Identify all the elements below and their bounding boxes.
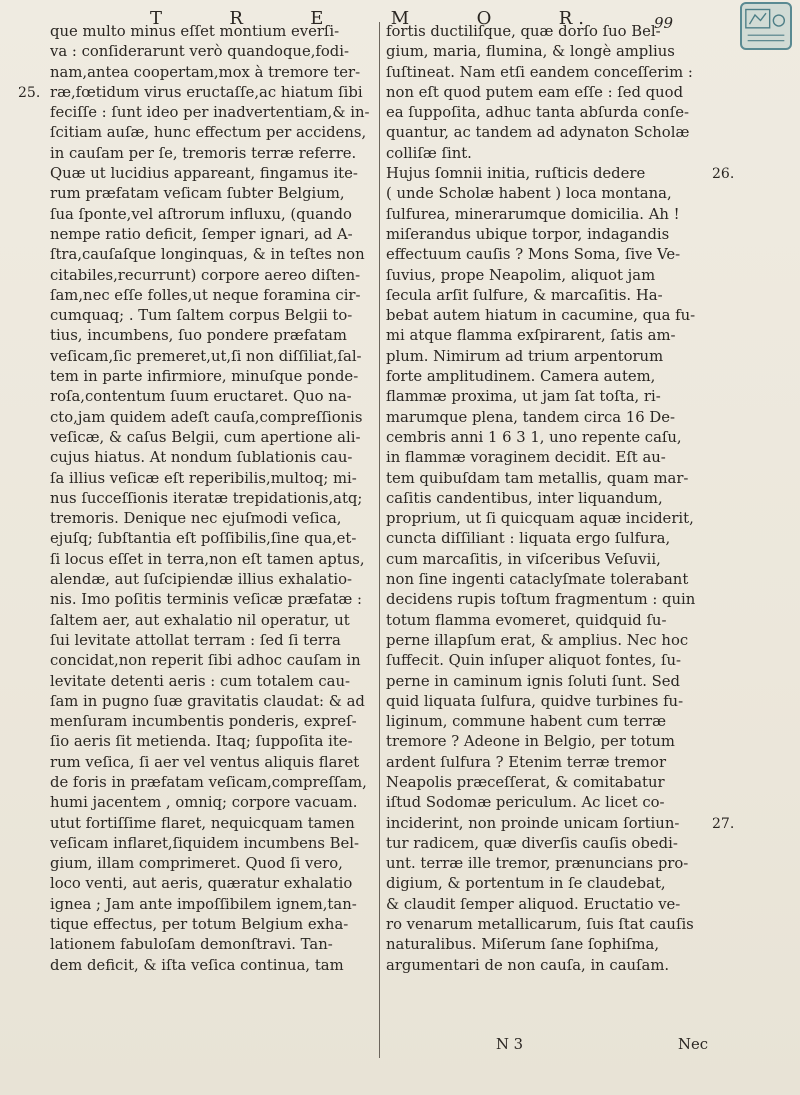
text-line: totum flamma evomeret, quidquid ſu- <box>386 611 667 629</box>
text-line: rum præfatam veſicam ſubter Belgium, <box>50 185 345 203</box>
text-line: ejuſq; ſubſtantia eſt poſſibilis,ſine qua,et- <box>50 530 357 548</box>
text-line: veſicam,ſic premeret,ut,ſi non diſſiliat,ſal- <box>50 347 362 365</box>
text-line: nempe ratio deficit, ſemper ignari, ad A- <box>50 225 353 243</box>
text-line: decidens rupis toſtum fragmentum : quin <box>386 591 696 609</box>
left-column <box>50 22 376 976</box>
text-line: ſua ſponte,vel aſtrorum influxu, (quando <box>50 205 352 223</box>
text-line: & claudit ſemper aliquod. Eructatio ve- <box>386 895 681 913</box>
text-line: ſtra,cauſaſque longinquas, & in teſtes non <box>50 246 365 264</box>
text-line: ſcitiam auſæ, hunc effectum per accidens, <box>50 124 367 142</box>
running-head-letter: M <box>390 8 416 29</box>
text-line: tique effectus, per totum Belgium exha- <box>50 916 349 934</box>
text-line: ſa illius veſicæ eſt reperibilis,multoq; mi- <box>50 469 357 487</box>
text-line: citabiles,recurrunt) corpore aereo diſten- <box>50 266 361 284</box>
text-line: plum. Nimirum ad trium arpentorum <box>386 347 664 365</box>
text-line: ſecula arſit ſulfure, & marcaſitis. Ha- <box>386 286 663 304</box>
text-line: loco venti, aut aeris, quæratur exhalatio <box>50 875 353 893</box>
text-line: quantur, ac tandem ad adynaton Scholæ <box>386 124 690 142</box>
text-line: Quæ ut lucidius appareant, fingamus ite- <box>50 165 358 183</box>
running-head-letter: T <box>150 8 169 29</box>
text-line: marumque plena, tandem circa 16 De- <box>386 408 675 426</box>
library-stamp-icon <box>740 2 792 50</box>
text-line: cto,jam quidem adeſt cauſa,compreſſionis <box>50 408 363 426</box>
text-line: argumentari de non cauſa, in cauſam. <box>386 956 670 974</box>
text-line: ſam,nec eſſe folles,ut neque foramina cir- <box>50 286 361 304</box>
text-line: utut fortiſſime flaret, nequicquam tamen <box>50 814 355 832</box>
text-line: ſulfurea, minerarumque domicilia. Ah ! <box>386 205 680 223</box>
text-line: veſicæ, & caſus Belgii, cum apertione ali- <box>50 428 361 446</box>
running-head-letter: E <box>310 8 330 29</box>
text-line: digium, & portentum in ſe claudebat, <box>386 875 666 893</box>
text-line: in flammæ voraginem decidit. Eſt au- <box>386 449 666 467</box>
text-line: roſa,contentum ſuum eructaret. Quo na- <box>50 388 352 406</box>
text-line: va : conſiderarunt verò quandoque,fodi- <box>50 43 350 61</box>
text-line: dem deficit, & iſta veſica continua, tam <box>50 956 344 974</box>
text-line: quid liquata ſulfura, quidve turbines fu- <box>386 692 684 710</box>
text-line: ſuſtineat. Nam etſi eandem conceſſerim : <box>386 63 693 81</box>
page-footer <box>386 1036 708 1053</box>
text-line: ignea ; Jam ante impoſſibilem ignem,tan- <box>50 895 357 913</box>
text-line: naturalibus. Miſerum ſane ſophiſma, <box>386 936 660 954</box>
text-line: que multo minus eſſet montium everſi- <box>50 23 340 40</box>
right-column <box>386 22 708 976</box>
text-line: menſuram incumbentis ponderis, expreſ- <box>50 713 357 731</box>
text-line: alendæ, aut ſuſcipiendæ illius exhalatio- <box>50 571 353 589</box>
column-divider <box>379 22 380 1058</box>
text-line: cum marcaſitis, in viſceribus Veſuvii, <box>386 550 661 568</box>
text-line: colliſæ ſint. <box>386 144 472 162</box>
text-line: perne in caminum ignis ſoluti ſunt. Sed <box>386 672 680 690</box>
text-line: rum veſica, ſi aer vel ventus aliquis flaret <box>50 753 360 771</box>
text-line: de foris in præfatam veſicam,compreſſam, <box>50 773 367 791</box>
text-line: mi atque flamma exſpirarent, ſatis am- <box>386 327 676 345</box>
running-head-letter: R. <box>558 8 590 29</box>
text-line: flammæ proxima, ut jam ſat toſta, ri- <box>386 388 661 406</box>
text-line: cembris anni 1 6 3 1, uno repente caſu, <box>386 428 682 446</box>
text-line: in cauſam per ſe, tremoris terræ referre. <box>50 144 357 162</box>
text-line: effectuum cauſis ? Mons Soma, ſive Ve- <box>386 246 681 264</box>
text-line: tem quibuſdam tam metallis, quam mar- <box>386 469 689 487</box>
text-line: lationem fabuloſam demonſtravi. Tan- <box>50 936 333 954</box>
text-line: Neapolis præceſſerat, & comitabatur <box>386 773 665 791</box>
text-line: tremore ? Adeone in Belgio, per totum <box>386 733 675 751</box>
running-head-letter: O <box>476 8 498 29</box>
text-line: tem in parte infirmiore, minuſque ponde- <box>50 368 359 386</box>
text-line: ſuffecit. Quin inſuper aliquot fontes, ſu- <box>386 652 682 670</box>
text-line: non eſt quod putem eam eſſe : ſed quod <box>386 83 684 101</box>
running-head-letter: R <box>229 8 249 29</box>
text-line: miſerandus ubique torpor, indagandis <box>386 225 670 243</box>
text-line: nam,antea coopertam,mox à tremore ter- <box>50 63 361 81</box>
page-number: 99 <box>654 14 674 32</box>
text-line: nis. Imo poſitis terminis veſicæ præfatæ : <box>50 591 362 609</box>
text-line: non ſine ingenti cataclyſmate tolerabant <box>386 571 689 589</box>
text-line: ro venarum metallicarum, ſuis ſtat cauſis <box>386 916 694 934</box>
text-line: liginum, commune habent cum terræ <box>386 713 667 731</box>
text-line: levitate detenti aeris : cum totalem cau- <box>50 672 351 690</box>
text-line: cujus hiatus. At nondum ſublationis cau- <box>50 449 353 467</box>
text-line: ſaltem aer, aut exhalatio nil operatur, ut <box>50 611 350 629</box>
margin-number-25: 25. <box>18 85 41 101</box>
text-line: ſui levitate attollat terram : ſed ſi terra <box>50 631 341 649</box>
catchword: Nec <box>678 1036 708 1053</box>
text-line: tius, incumbens, ſuo pondere præfatam <box>50 327 347 345</box>
text-line: proprium, ut ſi quicquam aquæ inciderit, <box>386 510 694 528</box>
text-line: humi jacentem , omniq; corpore vacuam. <box>50 794 358 812</box>
text-line: bebat autem hiatum in cacumine, qua fu- <box>386 307 696 325</box>
text-line: ſam in pugno ſuæ gravitatis claudat: & ad <box>50 692 365 710</box>
text-line: cuncta diſſiliant : liquata ergo ſulfura, <box>386 530 671 548</box>
text-line: fortis ductiliſque, quæ dorſo ſuo Bel- <box>386 23 661 40</box>
text-line: concidat,non reperit ſibi adhoc cauſam in <box>50 652 361 670</box>
margin-number-27: 27. <box>712 816 735 832</box>
text-line: Hujus ſomnii initia, ruſticis dedere <box>386 165 646 183</box>
text-line: unt. terræ ille tremor, prænuncians pro- <box>386 855 689 873</box>
text-line: iſtud Sodomæ periculum. Ac licet co- <box>386 794 665 812</box>
text-line: gium, maria, flumina, & longè amplius <box>386 43 675 61</box>
text-line: tremoris. Denique nec ejuſmodi veſica, <box>50 510 342 528</box>
text-line: gium, illam comprimeret. Quod ſi vero, <box>50 855 343 873</box>
signature-mark: N 3 <box>496 1036 524 1053</box>
text-line: ea ſuppoſita, adhuc tanta abſurda conſe- <box>386 104 689 122</box>
text-line: caſitis candentibus, inter liquandum, <box>386 489 663 507</box>
text-line: feciſſe : ſunt ideo per inadvertentiam,& in- <box>50 104 370 122</box>
text-line: perne illapſum erat, & amplius. Nec hoc <box>386 631 689 649</box>
text-line: forte amplitudinem. Camera autem, <box>386 368 656 386</box>
text-line: ardent ſulfura ? Etenim terræ tremor <box>386 753 667 771</box>
text-line: ſio aeris ſit metienda. Itaq; ſuppoſita ite- <box>50 733 353 751</box>
text-line: ſi locus eſſet in terra,non eſt tamen aptus, <box>50 550 365 568</box>
text-line: inciderint, non proinde unicam ſortiun- <box>386 814 680 832</box>
text-line: cumquaq; . Tum ſaltem corpus Belgii to- <box>50 307 353 325</box>
text-line: ( unde Scholæ habent ) loca montana, <box>386 185 672 203</box>
text-line: nus ſucceſſionis iteratæ trepidationis,atq; <box>50 489 363 507</box>
text-line: veſicam inflaret,ſiquidem incumbens Bel- <box>50 834 360 852</box>
margin-number-26: 26. <box>712 166 735 182</box>
text-line: ræ,fœtidum virus eructaſſe,ac hiatum ſibi <box>50 83 363 101</box>
text-line: ſuvius, prope Neapolim, aliquot jam <box>386 266 656 284</box>
text-line: tur radicem, quæ diverſis cauſis obedi- <box>386 834 678 852</box>
